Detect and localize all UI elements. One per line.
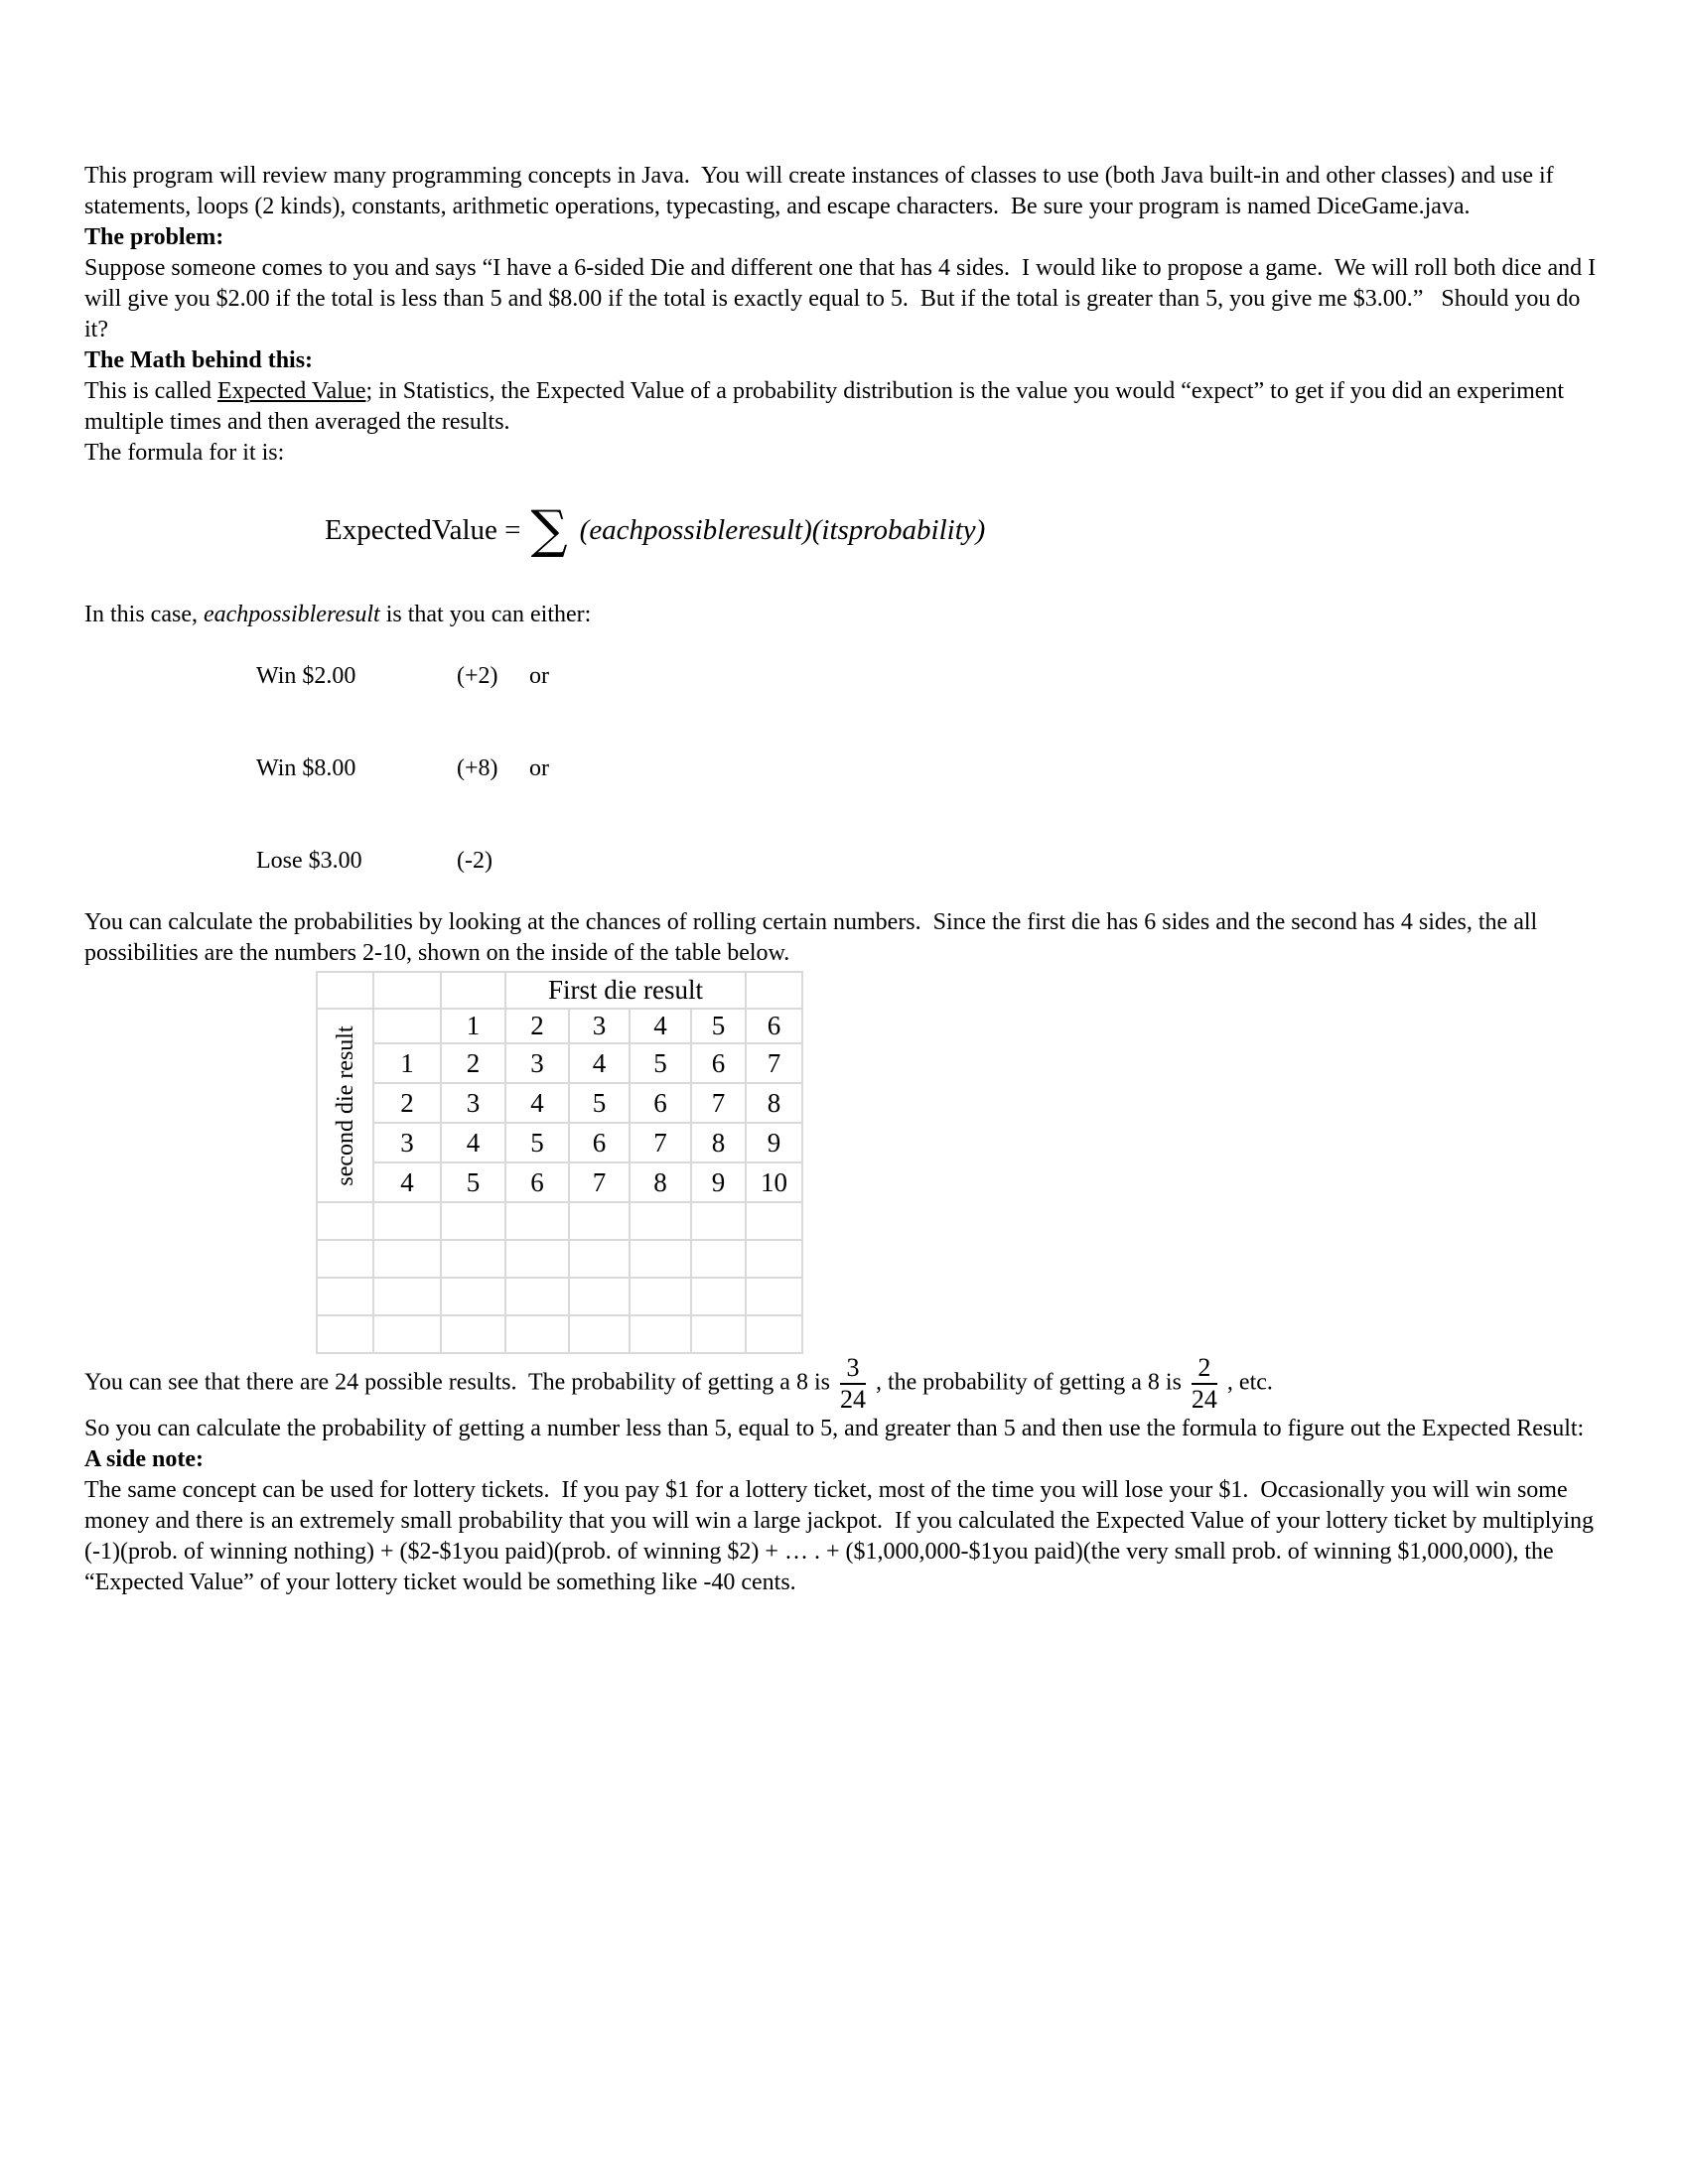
ev-prefix: This is called xyxy=(84,378,217,404)
sum-cell: 7 xyxy=(569,1162,630,1202)
results-part2: , the probability of getting a 8 is xyxy=(869,1369,1188,1396)
option-label: Lose $3.00 xyxy=(256,848,362,874)
sum-cell: 5 xyxy=(569,1083,630,1123)
row-header-cell: 1 xyxy=(373,1043,441,1083)
empty-cell xyxy=(630,1278,691,1315)
sum-cell: 8 xyxy=(630,1162,691,1202)
empty-cell xyxy=(505,1202,569,1240)
sum-cell: 5 xyxy=(630,1043,691,1083)
sum-cell: 4 xyxy=(441,1123,505,1162)
empty-cell xyxy=(441,1278,505,1315)
results-sentence xyxy=(84,1354,1604,1414)
col-header-cell: 1 xyxy=(441,1009,505,1043)
option-row xyxy=(84,723,1604,815)
option-conjunction: or xyxy=(529,663,549,689)
option-value: (+2) xyxy=(457,663,498,689)
option-value: (-2) xyxy=(457,848,492,874)
empty-cell xyxy=(373,1315,441,1353)
sum-cell: 9 xyxy=(691,1162,746,1202)
results-part1: You can see that there are 24 possible results. The probability of getting a 8 is xyxy=(84,1369,836,1396)
sum-cell: 6 xyxy=(630,1083,691,1123)
option-row xyxy=(84,815,1604,907)
side-note-heading: A side note: xyxy=(84,1446,204,1472)
option-label: Win $8.00 xyxy=(256,755,356,781)
ev-suffix: ; in Statistics, the Expected Value of a probability distribution is the value you would “expect” to get if you did an experiment multiple times and then averaged the results. xyxy=(84,378,1571,435)
sum-cell: 8 xyxy=(691,1123,746,1162)
fraction-denominator: 24 xyxy=(839,1385,866,1414)
option-value: (+8) xyxy=(457,755,498,781)
expected-value-formula xyxy=(325,502,1604,558)
table-title: First die result xyxy=(505,972,746,1009)
sum-cell: 6 xyxy=(569,1123,630,1162)
sum-cell: 10 xyxy=(746,1162,802,1202)
fraction-numerator: 2 xyxy=(1192,1354,1217,1385)
fraction-denominator: 24 xyxy=(1191,1385,1217,1414)
expected-value-term: Expected Value xyxy=(216,378,366,404)
col-header-cell: 6 xyxy=(746,1009,802,1043)
sum-cell: 7 xyxy=(691,1083,746,1123)
empty-cell xyxy=(691,1315,746,1353)
empty-cell xyxy=(569,1278,630,1315)
empty-cell xyxy=(746,1240,802,1278)
empty-cell xyxy=(317,1240,373,1278)
empty-cell xyxy=(373,1240,441,1278)
sum-cell: 4 xyxy=(505,1083,569,1123)
dice-sum-table xyxy=(316,971,803,1354)
formula-rhs: (eachpossibleresult)(itsprobability) xyxy=(579,514,986,546)
sum-cell: 8 xyxy=(746,1083,802,1123)
sum-cell: 5 xyxy=(505,1123,569,1162)
sum-cell: 2 xyxy=(441,1043,505,1083)
side-note-paragraph: The same concept can be used for lottery tickets. If you pay $1 for a lottery ticket, most of the time you will lose your $1. Occasionally you will win some money and there is an extremely small probability that you will win a large jackpot. If you calculated the Expected Value of your lottery ticket by multiplying (-1)(prob. of winning nothing) + ($2-$1you paid)(prob. of winning $2) + … . + ($1,000,000-$1you paid)(the very small prob. of winning $1,000,000), the “Expected Value” of your lottery ticket would be something like -40 cents. xyxy=(84,1477,1607,1595)
sum-cell: 7 xyxy=(746,1043,802,1083)
expected-value-definition xyxy=(84,376,1604,438)
sum-cell: 4 xyxy=(569,1043,630,1083)
math-heading: The Math behind this: xyxy=(84,347,314,373)
sum-cell: 6 xyxy=(691,1043,746,1083)
row-header-cell: 4 xyxy=(373,1162,441,1202)
sum-cell: 3 xyxy=(441,1083,505,1123)
empty-cell xyxy=(746,1315,802,1353)
empty-cell xyxy=(441,1202,505,1240)
sigma-symbol: ∑ xyxy=(530,500,568,560)
empty-cell xyxy=(317,972,373,1009)
empty-cell xyxy=(317,1202,373,1240)
empty-cell xyxy=(505,1278,569,1315)
empty-cell xyxy=(441,1315,505,1353)
empty-cell xyxy=(630,1240,691,1278)
cases-block xyxy=(84,600,1604,907)
problem-heading: The problem: xyxy=(84,224,224,250)
empty-cell xyxy=(569,1315,630,1353)
intro-paragraph: This program will review many programming concepts in Java. You will create instances of classes to use (both Java built-in and other classes) and use if statements, loops (2 kinds), constants, arithmetic operations, typecasting, and escape characters. Be sure your program is named DiceGame.java. xyxy=(84,163,1560,219)
col-header-cell: 3 xyxy=(569,1009,630,1043)
empty-cell xyxy=(441,1240,505,1278)
fraction-numerator: 3 xyxy=(840,1354,866,1385)
sum-cell: 5 xyxy=(441,1162,505,1202)
empty-cell xyxy=(317,1315,373,1353)
cases-intro xyxy=(84,600,1604,630)
empty-cell xyxy=(630,1202,691,1240)
empty-cell xyxy=(746,1278,802,1315)
results-part3: , etc. xyxy=(1220,1369,1273,1396)
empty-cell xyxy=(691,1278,746,1315)
fraction-2-24 xyxy=(1192,1354,1217,1414)
empty-cell xyxy=(373,1009,441,1043)
fraction-3-24 xyxy=(840,1354,866,1414)
empty-cell xyxy=(746,972,802,1009)
sum-cell: 6 xyxy=(505,1162,569,1202)
sum-cell: 7 xyxy=(630,1123,691,1162)
empty-cell xyxy=(373,1278,441,1315)
col-header-cell: 4 xyxy=(630,1009,691,1043)
empty-cell xyxy=(373,972,441,1009)
empty-cell xyxy=(373,1202,441,1240)
sum-cell: 3 xyxy=(505,1043,569,1083)
empty-cell xyxy=(691,1240,746,1278)
empty-cell xyxy=(505,1240,569,1278)
sum-cell: 9 xyxy=(746,1123,802,1162)
probabilities-paragraph: You can calculate the probabilities by looking at the chances of rolling certain numbers. Since the first die has 6 sides and the second has 4 sides, the all possibilities are the numbers 2-10, shown on the inside of the table below. xyxy=(84,909,1544,966)
empty-cell xyxy=(505,1315,569,1353)
row-header-cell: 2 xyxy=(373,1083,441,1123)
empty-cell xyxy=(746,1202,802,1240)
empty-cell xyxy=(630,1315,691,1353)
empty-cell xyxy=(569,1240,630,1278)
cases-prefix: In this case, xyxy=(84,602,204,627)
empty-cell xyxy=(569,1202,630,1240)
row-header-cell: 3 xyxy=(373,1123,441,1162)
option-conjunction: or xyxy=(529,755,549,781)
col-header-cell: 5 xyxy=(691,1009,746,1043)
formula-intro: The formula for it is: xyxy=(84,440,285,466)
cases-term: eachpossibleresult xyxy=(203,602,380,627)
col-header-cell: 2 xyxy=(505,1009,569,1043)
table-side-label-cell xyxy=(317,1009,373,1202)
cases-suffix: is that you can either: xyxy=(379,602,592,627)
option-label: Win $2.00 xyxy=(256,663,356,689)
table-side-label: second die result xyxy=(332,1024,358,1186)
empty-cell xyxy=(441,972,505,1009)
empty-cell xyxy=(317,1278,373,1315)
problem-paragraph: Suppose someone comes to you and says “I have a 6-sided Die and different one that has 4 sides. I would like to propose a game. We will roll both dice and I will give you $2.00 if the total is less than 5 and $8.00 if the total is exactly equal to 5. But if the total is greater than 5, you give me $3.00.” Should you do it? xyxy=(84,255,1603,342)
so-paragraph: So you can calculate the probability of getting a number less than 5, equal to 5, and greater than 5 and then use the formula to figure out the Expected Result: xyxy=(84,1416,1585,1441)
empty-cell xyxy=(691,1202,746,1240)
formula-lhs: ExpectedValue = xyxy=(325,514,521,546)
option-row xyxy=(84,630,1604,723)
